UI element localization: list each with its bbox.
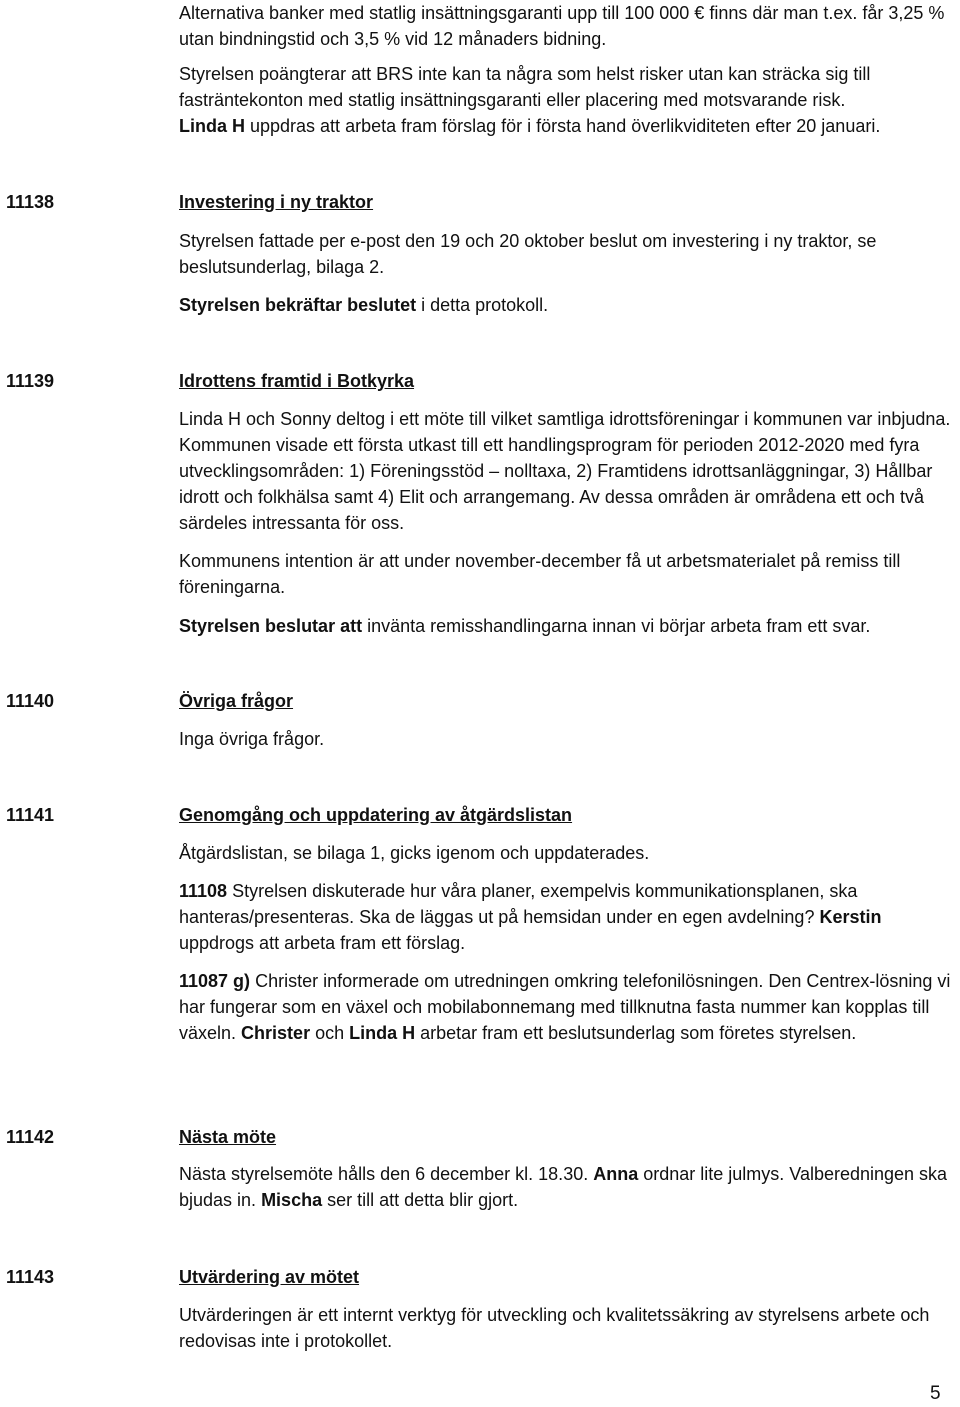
section-title-11141: Genomgång och uppdatering av åtgärdslistan — [179, 805, 573, 825]
section-number-11143: 11143 — [6, 1267, 55, 1287]
section-11143-text-1: Utvärderingen är ett internt verktyg för utveckling och kvalitetssäkring av styrelsens arbete och redovisas inte i protokollet. — [179, 1305, 930, 1351]
person-mischa: Mischa — [261, 1190, 323, 1210]
section-11143-paragraph-1 — [179, 1302, 954, 1354]
section-11142-text-1-mid: ordnar lite julmys. Valberedningen ska bjudas in. — [179, 1164, 948, 1210]
section-11140-paragraph-1 — [179, 726, 954, 752]
section-11138-paragraph-2 — [179, 292, 954, 318]
section-11141-paragraph-3 — [179, 968, 954, 1046]
section-11139-text-2: Kommunens intention är att under november-december få ut arbetsmaterialet på remiss till föreningarna. — [179, 551, 901, 597]
section-11141-text-3-mid: Christer informerade om utredningen omkring telefonilösningen. Den Centrex-lösning vi har fungerar som en växel och mobilabonnemang med tillknutna fasta nummer kan kopplas till växeln. — [179, 971, 951, 1043]
section-number-11142: 11142 — [6, 1127, 55, 1147]
section-11141-text-3-mid2: och — [310, 1023, 350, 1043]
person-christer: Christer — [241, 1023, 311, 1043]
section-11141-text-2-mid: Styrelsen diskuterade hur våra planer, exempelvis kommunikationsplanen, ska hanteras/presenteras. Ska de läggas ut på hemsidan under en egen avdelning? — [179, 881, 858, 927]
section-11142-text-1 — [179, 1161, 954, 1213]
section-11139-paragraph-3 — [179, 613, 954, 639]
section-11142-text-1-start: Nästa styrelsemöte hålls den 6 december kl. 18.30. — [179, 1164, 594, 1184]
person-anna: Anna — [593, 1164, 639, 1184]
person-kerstin: Kerstin — [819, 907, 882, 927]
section-11138-text-2 — [179, 292, 954, 318]
section-number-11141: 11141 — [6, 805, 55, 825]
intro-text-3 — [179, 113, 954, 139]
section-title-11139: Idrottens framtid i Botkyrka — [179, 371, 415, 391]
section-11138-paragraph-1 — [179, 228, 954, 280]
intro-text-3-rest: uppdras att arbeta fram förslag för i första hand överlikviditeten efter 20 januari. — [245, 116, 881, 136]
section-title-11142: Nästa möte — [179, 1127, 277, 1147]
section-11141-paragraph-2 — [179, 878, 954, 956]
section-11141-text-2 — [179, 878, 954, 956]
section-11139-paragraph-2 — [179, 548, 954, 600]
section-11138-text-2-rest: i detta protokoll. — [416, 295, 549, 315]
section-11142-text-1-rest: ser till att detta blir gjort. — [322, 1190, 519, 1210]
intro-paragraph-2 — [179, 61, 954, 113]
section-11141-text-2-rest: uppdrogs att arbeta fram ett förslag. — [179, 933, 466, 953]
section-11138-text-1: Styrelsen fattade per e-post den 19 och 20 oktober beslut om investering i ny traktor, se beslutsunderlag, bilaga 2. — [179, 231, 877, 277]
decision-bold: Styrelsen beslutar att — [179, 616, 363, 636]
section-11141-text-3-rest: arbetar fram ett beslutsunderlag som företes styrelsen. — [415, 1023, 857, 1043]
page-number: 5 — [930, 1383, 941, 1404]
section-11141-text-1: Åtgärdslistan, se bilaga 1, gicks igenom och uppdaterades. — [179, 843, 650, 863]
intro-text-1: Alternativa banker med statlig insättningsgaranti upp till 100 000 € finns där man t.ex. får 3,25 % utan bindningstid och 3,5 % vid 12 månaders bidning. — [179, 3, 945, 49]
person-linda: Linda H — [179, 116, 245, 136]
section-11141-paragraph-1 — [179, 840, 954, 866]
section-number-11139: 11139 — [6, 371, 55, 391]
intro-paragraph-3 — [179, 113, 954, 139]
section-11140-text-1: Inga övriga frågor. — [179, 729, 325, 749]
section-11139-text-1: Linda H och Sonny deltog i ett möte till vilket samtliga idrottsföreningar i kommunen var inbjudna. Kommunen visade ett första utkast till ett handlingsprogram för perioden 2012-2020 med fyra utvecklingsområden: 1) Föreningsstöd – nolltaxa, 2) Framtidens idrottsanläggningar, 3) Hållbar idrott och folkhälsa samt 4) Elit och arrangemang. Av dessa områden är områdena ett och två särdeles intressanta för oss. — [179, 409, 951, 533]
section-11141-text-3 — [179, 968, 954, 1046]
decision-bold: Styrelsen bekräftar beslutet — [179, 295, 417, 315]
section-title-11138: Investering i ny traktor — [179, 192, 374, 212]
section-number-11140: 11140 — [6, 691, 55, 711]
intro-paragraph-1 — [179, 0, 954, 52]
section-11139-paragraph-1 — [179, 406, 954, 536]
section-title-11143: Utvärdering av mötet — [179, 1267, 360, 1287]
section-number-11138: 11138 — [6, 192, 55, 212]
intro-text-2: Styrelsen poängterar att BRS inte kan ta några som helst risker utan kan sträcka sig till fasträntekonton med statlig insättningsgaranti eller placering med motsvarande risk. — [179, 64, 871, 110]
reference-11108: 11108 — [179, 881, 228, 901]
section-11139-text-3 — [179, 613, 954, 639]
section-title-11140: Övriga frågor — [179, 691, 294, 711]
section-11142-paragraph-1 — [179, 1161, 954, 1213]
section-11139-text-3-rest: invänta remisshandlingarna innan vi börjar arbeta fram ett svar. — [362, 616, 871, 636]
person-linda: Linda H — [349, 1023, 416, 1043]
reference-11087g: 11087 g) — [179, 971, 251, 991]
